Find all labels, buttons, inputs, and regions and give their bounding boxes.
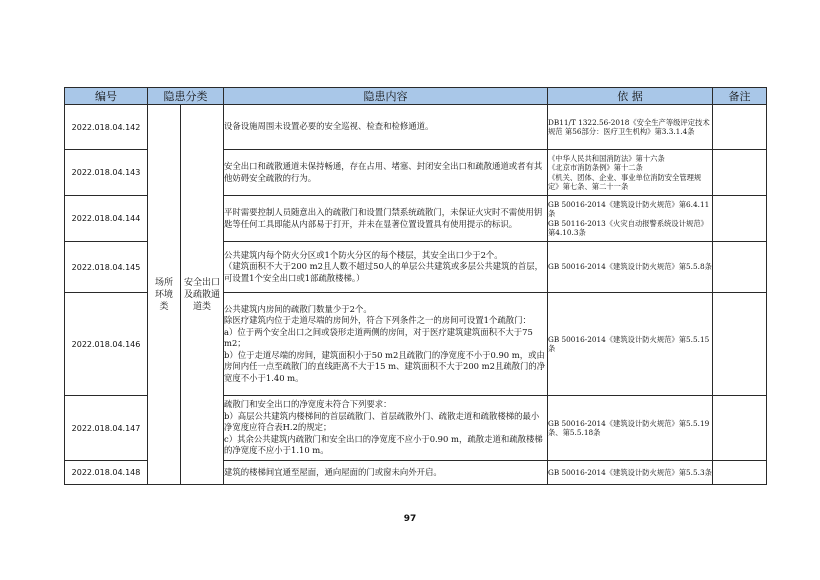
row-id: 2022.018.04.142: [65, 105, 148, 150]
category-secondary: 安全出口及疏散通道类: [181, 105, 224, 485]
row-content: 平时需要控制人员随意出入的疏散门和设置门禁系统疏散门，未保证火灾时不需使用钥匙等任何工具即能从内部易于打开，并未在显著位置设置具有使用提示的标识。: [224, 196, 548, 242]
row-content: 公共建筑内房间的疏散门数量少于2个。 除医疗建筑内位于走道尽端的房间外，符合下列条件之一的房间可设置1个疏散门： a）位于两个安全出口之间或袋形走道两侧的房间，对于医疗建筑建筑面积不大于75 m2； b）位于走道尽端的房间，建筑面积小于50 m2且疏散门的净宽度不小于0.90 m，或由房间内任一点至疏散门的直线距离不大于15 m、建筑面积不大于200 m2且疏散门的净宽度不小于1.40 m。: [224, 293, 548, 396]
row-id: 2022.018.04.148: [65, 461, 148, 485]
page-number: 97: [403, 514, 417, 524]
row-remark: [713, 242, 767, 293]
row-remark: [713, 196, 767, 242]
row-id: 2022.018.04.145: [65, 242, 148, 293]
row-basis: GB 50016-2014《建筑设计防火规范》第5.5.8条: [548, 242, 713, 293]
header-remark: 备注: [713, 88, 767, 105]
row-id: 2022.018.04.143: [65, 150, 148, 196]
row-basis: GB 50016-2014《建筑设计防火规范》第5.5.3条: [548, 461, 713, 485]
row-basis: GB 50016-2014《建筑设计防火规范》第5.5.19条、第5.5.18条: [548, 396, 713, 461]
header-content: 隐患内容: [224, 88, 548, 105]
row-content: 疏散门和安全出口的净宽度未符合下列要求： b）高层公共建筑内楼梯间的首层疏散门、首层疏散外门、疏散走道和疏散楼梯的最小净宽度应符合表H.2的规定； c）其余公共建筑内疏散门和安全出口的净宽度不应小于0.90 m，疏散走道和疏散楼梯的净宽度不应小于1.10 m。: [224, 396, 548, 461]
row-basis: 《中华人民共和国消防法》第十六条 《北京市消防条例》第十二条 《机关、团体、企业、事业单位消防安全管理规定》第七条、第二十一条: [548, 150, 713, 196]
category-primary: 场所环境类: [148, 105, 181, 485]
row-basis: GB 50016-2014《建筑设计防火规范》第5.5.15条: [548, 293, 713, 396]
row-remark: [713, 461, 767, 485]
row-basis: GB 50016-2014《建筑设计防火规范》第6.4.11条 GB 50116-2013《火灾自动报警系统设计规范》第4.10.3条: [548, 196, 713, 242]
table-row: [65, 105, 767, 150]
row-content: 安全出口和疏散通道未保持畅通，存在占用、堵塞、封闭安全出口和疏散通道或者有其他妨碍安全疏散的行为。: [224, 150, 548, 196]
row-remark: [713, 396, 767, 461]
row-id: 2022.018.04.144: [65, 196, 148, 242]
row-content: 设备设施周围未设置必要的安全巡视、检查和检修通道。: [224, 105, 548, 150]
header-row: [65, 88, 767, 105]
row-id: 2022.018.04.147: [65, 396, 148, 461]
row-basis: DB11/T 1322.56-2018《安全生产等级评定技术规范 第56部分：医疗卫生机构》第3.3.1.4条: [548, 105, 713, 150]
row-remark: [713, 150, 767, 196]
row-content: 公共建筑内每个防火分区或1个防火分区的每个楼层，其安全出口少于2个。 （建筑面积不大于200 m2且人数不超过50人的单层公共建筑或多层公共建筑的首层，可设置1个安全出口或1部疏散楼梯。）: [224, 242, 548, 293]
row-id: 2022.018.04.146: [65, 293, 148, 396]
row-remark: [713, 293, 767, 396]
header-category: 隐患分类: [148, 88, 224, 105]
hazard-table: [64, 87, 767, 485]
row-remark: [713, 105, 767, 150]
header-id: 编号: [65, 88, 148, 105]
row-content: 建筑的楼梯间宜通至屋面，通向屋面的门或窗未向外开启。: [224, 461, 548, 485]
header-basis: 依 据: [548, 88, 713, 105]
